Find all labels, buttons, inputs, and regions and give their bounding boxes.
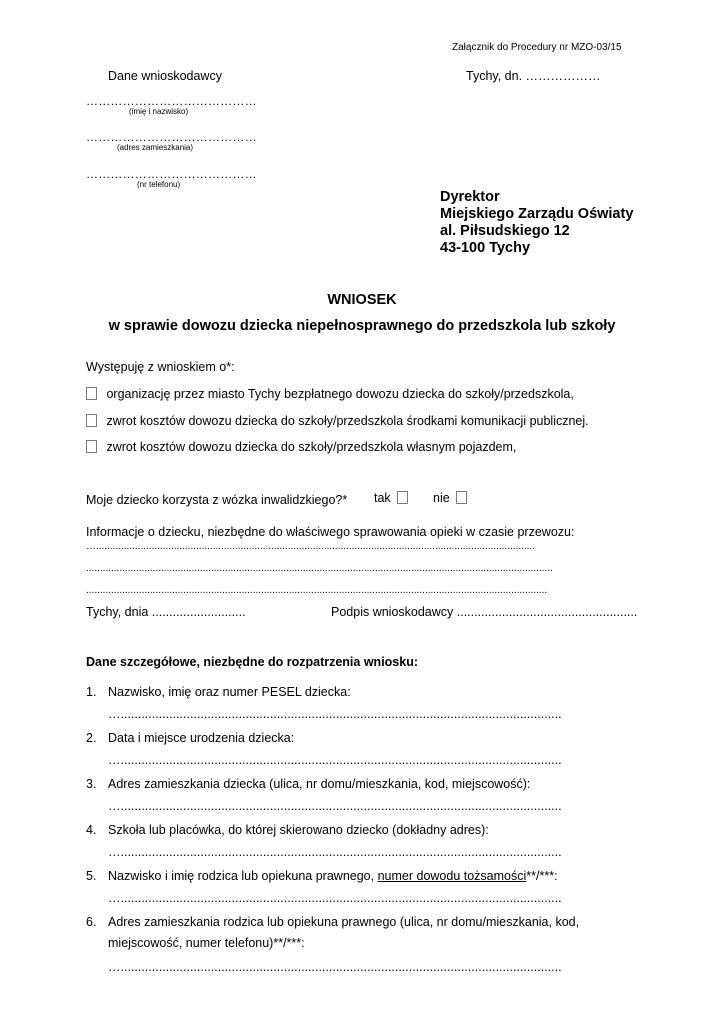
detail-text-4: Szkoła lub placówka, do której skierowano dziecko (dokładny adres): [108,823,489,837]
child-info-line-3[interactable]: ...................................................................................................................................................................... [86,585,548,596]
details-heading: Dane szczegółowe, niezbędne do rozpatrzenia wniosku: [86,655,419,669]
option-row-1[interactable] [86,387,574,401]
wheelchair-question: Moje dziecko korzysta z wózka inwalidzkiego?* [86,493,348,507]
detail-number-5: 5. [86,869,97,883]
applicant-name-field[interactable]: …………………………………… [86,94,257,108]
detail-number-1: 1. [86,685,97,699]
detail-text-3: Adres zamieszkania dziecka (ulica, nr domu/mieszkania, kod, miejscowość): [108,777,531,791]
detail-text-2: Data i miejsce urodzenia dziecka: [108,731,295,745]
child-info-label: Informacje o dziecku, niezbędne do właściwego sprawowania opieki w czasie przewozu: [86,525,575,539]
attachment-note: Załącznik do Procedury nr MZO-03/15 [452,42,622,53]
applicant-phone-field[interactable]: …………………………………… [86,167,257,181]
place-date-field[interactable]: Tychy, dn. ……………… [466,69,601,83]
option-label-3: zwrot kosztów dowozu dziecka do szkoły/przedszkola własnym pojazdem, [106,440,517,454]
detail-text-5-underlined: numer dowodu tożsamości [377,869,527,883]
detail-item-6 [86,915,579,929]
detail-item-1 [86,685,351,699]
applicant-phone-caption: (nr telefonu) [137,180,181,189]
detail-text-5-suffix: **/***: [526,869,558,883]
wheelchair-yes-label: tak [374,491,391,505]
detail-item-4 [86,823,489,837]
option-checkbox-3[interactable] [86,440,97,453]
option-label-2: zwrot kosztów dowozu dziecka do szkoły/przedszkola środkami komunikacji publicznej. [106,414,589,428]
detail-answer-1[interactable]: …............................................................................................................................... [108,707,562,721]
detail-text-1: Nazwisko, imię oraz numer PESEL dziecka: [108,685,351,699]
child-info-line-1[interactable]: ….............................................................................................................................................................. [86,541,535,552]
detail-item-2 [86,731,294,745]
wheelchair-no[interactable] [433,491,467,505]
document-subtitle: w sprawie dowozu dziecka niepełnosprawnego do przedszkola lub szkoły [108,318,616,334]
recipient-line-3: al. Piłsudskiego 12 [440,223,570,239]
wheelchair-yes[interactable] [374,491,408,505]
applicant-address-field[interactable]: …………………………………… [86,130,257,144]
detail-text-5: Nazwisko i imię rodzica lub opiekuna prawnego, [108,869,378,883]
detail-number-4: 4. [86,823,97,837]
option-row-3[interactable] [86,440,516,454]
applicant-signature-field[interactable]: Podpis wnioskodawcy .................................................... [331,605,638,619]
option-checkbox-2[interactable] [86,414,97,427]
detail-answer-4[interactable]: …............................................................................................................................... [108,845,562,859]
detail-answer-3[interactable]: …............................................................................................................................... [108,799,562,813]
detail-item-3 [86,777,530,791]
request-intro: Występuję z wnioskiem o*: [86,360,235,374]
applicant-address-caption: (adres zamieszkania) [117,143,194,152]
wheelchair-no-label: nie [433,491,450,505]
signature-date-field[interactable]: Tychy, dnia ........................... [86,605,246,619]
detail-answer-2[interactable]: …............................................................................................................................... [108,753,562,767]
recipient-block [440,189,633,257]
child-info-line-2[interactable]: ........................................................................................................................................................................ [86,563,553,574]
detail-number-2: 2. [86,731,97,745]
recipient-line-2: Miejskiego Zarządu Oświaty [440,206,634,222]
detail-item-5 [86,869,558,883]
detail-text-6-line-1: Adres zamieszkania rodzica lub opiekuna prawnego (ulica, nr domu/mieszkania, kod, [108,915,580,929]
recipient-line-1: Dyrektor [440,189,500,205]
detail-answer-5[interactable]: …............................................................................................................................... [108,891,562,905]
wheelchair-yes-checkbox[interactable] [397,491,408,504]
recipient-line-4: 43-100 Tychy [440,240,531,256]
wheelchair-no-checkbox[interactable] [456,491,467,504]
document-title: WNIOSEK [327,292,397,308]
detail-number-3: 3. [86,777,97,791]
detail-number-6: 6. [86,915,97,929]
option-label-1: organizację przez miasto Tychy bezpłatnego dowozu dziecka do szkoły/przedszkola, [106,387,574,401]
detail-text-6-line-2: miejscowość, numer telefonu)**/***: [108,936,305,950]
option-row-2[interactable] [86,414,589,428]
option-checkbox-1[interactable] [86,387,97,400]
detail-answer-6[interactable]: …............................................................................................................................... [108,960,562,974]
applicant-label: Dane wnioskodawcy [108,69,222,83]
applicant-name-caption: (imię i nazwisko) [129,107,189,116]
